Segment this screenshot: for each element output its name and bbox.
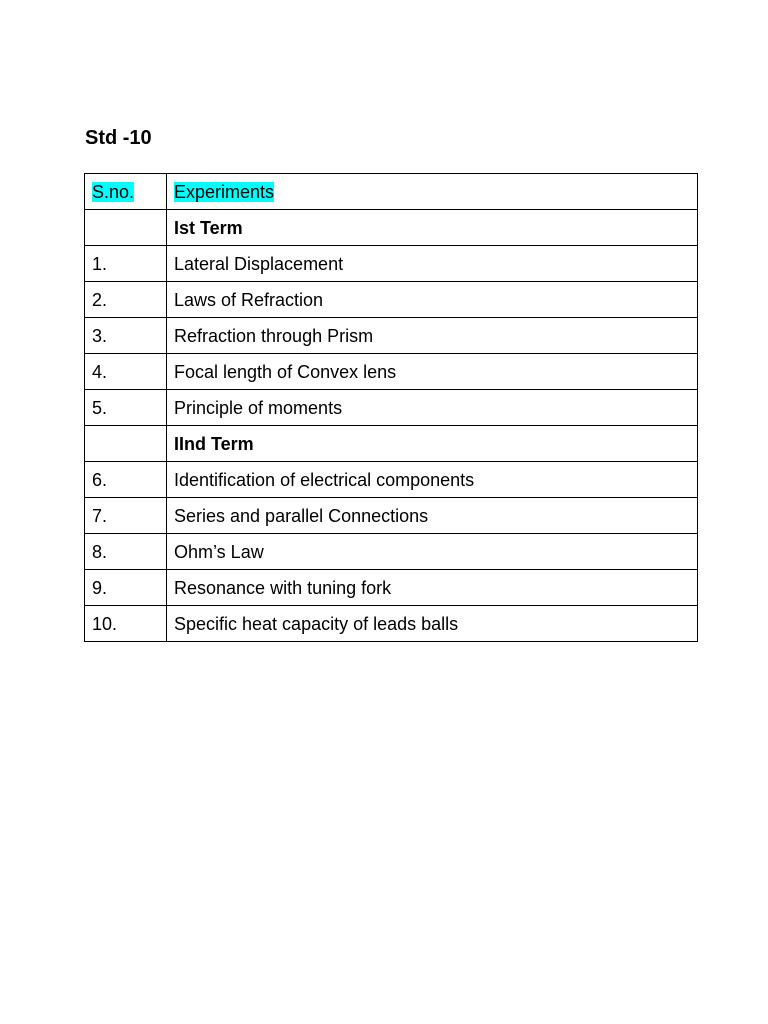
sno-cell: 4.	[85, 354, 167, 390]
table-row	[85, 534, 698, 570]
table-row	[85, 246, 698, 282]
sno-cell: 7.	[85, 498, 167, 534]
experiment-cell: Resonance with tuning fork	[167, 570, 698, 606]
experiment-cell: Refraction through Prism	[167, 318, 698, 354]
term-heading-cell: IInd Term	[167, 426, 698, 462]
table-row	[85, 606, 698, 642]
experiment-cell: Laws of Refraction	[167, 282, 698, 318]
experiment-cell: Specific heat capacity of leads balls	[167, 606, 698, 642]
term-row	[85, 426, 698, 462]
experiment-cell: Lateral Displacement	[167, 246, 698, 282]
experiment-cell: Series and parallel Connections	[167, 498, 698, 534]
sno-cell: 2.	[85, 282, 167, 318]
page-title: Std -10	[85, 127, 152, 149]
sno-cell: 3.	[85, 318, 167, 354]
sno-cell: 8.	[85, 534, 167, 570]
experiment-cell: Identification of electrical components	[167, 462, 698, 498]
sno-cell: 6.	[85, 462, 167, 498]
table-row	[85, 390, 698, 426]
header-cell-experiments	[167, 174, 698, 210]
sno-cell	[85, 210, 167, 246]
table-row	[85, 354, 698, 390]
table-row	[85, 318, 698, 354]
table-row	[85, 498, 698, 534]
sno-cell	[85, 426, 167, 462]
experiment-cell: Principle of moments	[167, 390, 698, 426]
header-experiments-label: Experiments	[174, 181, 275, 202]
experiments-table	[84, 173, 698, 642]
table-row	[85, 570, 698, 606]
header-cell-sno	[85, 174, 167, 210]
experiment-cell: Ohm’s Law	[167, 534, 698, 570]
experiment-cell: Focal length of Convex lens	[167, 354, 698, 390]
table-row	[85, 462, 698, 498]
sno-cell: 9.	[85, 570, 167, 606]
sno-cell: 1.	[85, 246, 167, 282]
sno-cell: 10.	[85, 606, 167, 642]
table-header-row	[85, 174, 698, 210]
sno-cell: 5.	[85, 390, 167, 426]
term-row	[85, 210, 698, 246]
term-heading-cell: Ist Term	[167, 210, 698, 246]
header-sno-label: S.no.	[92, 181, 135, 202]
table-row	[85, 282, 698, 318]
